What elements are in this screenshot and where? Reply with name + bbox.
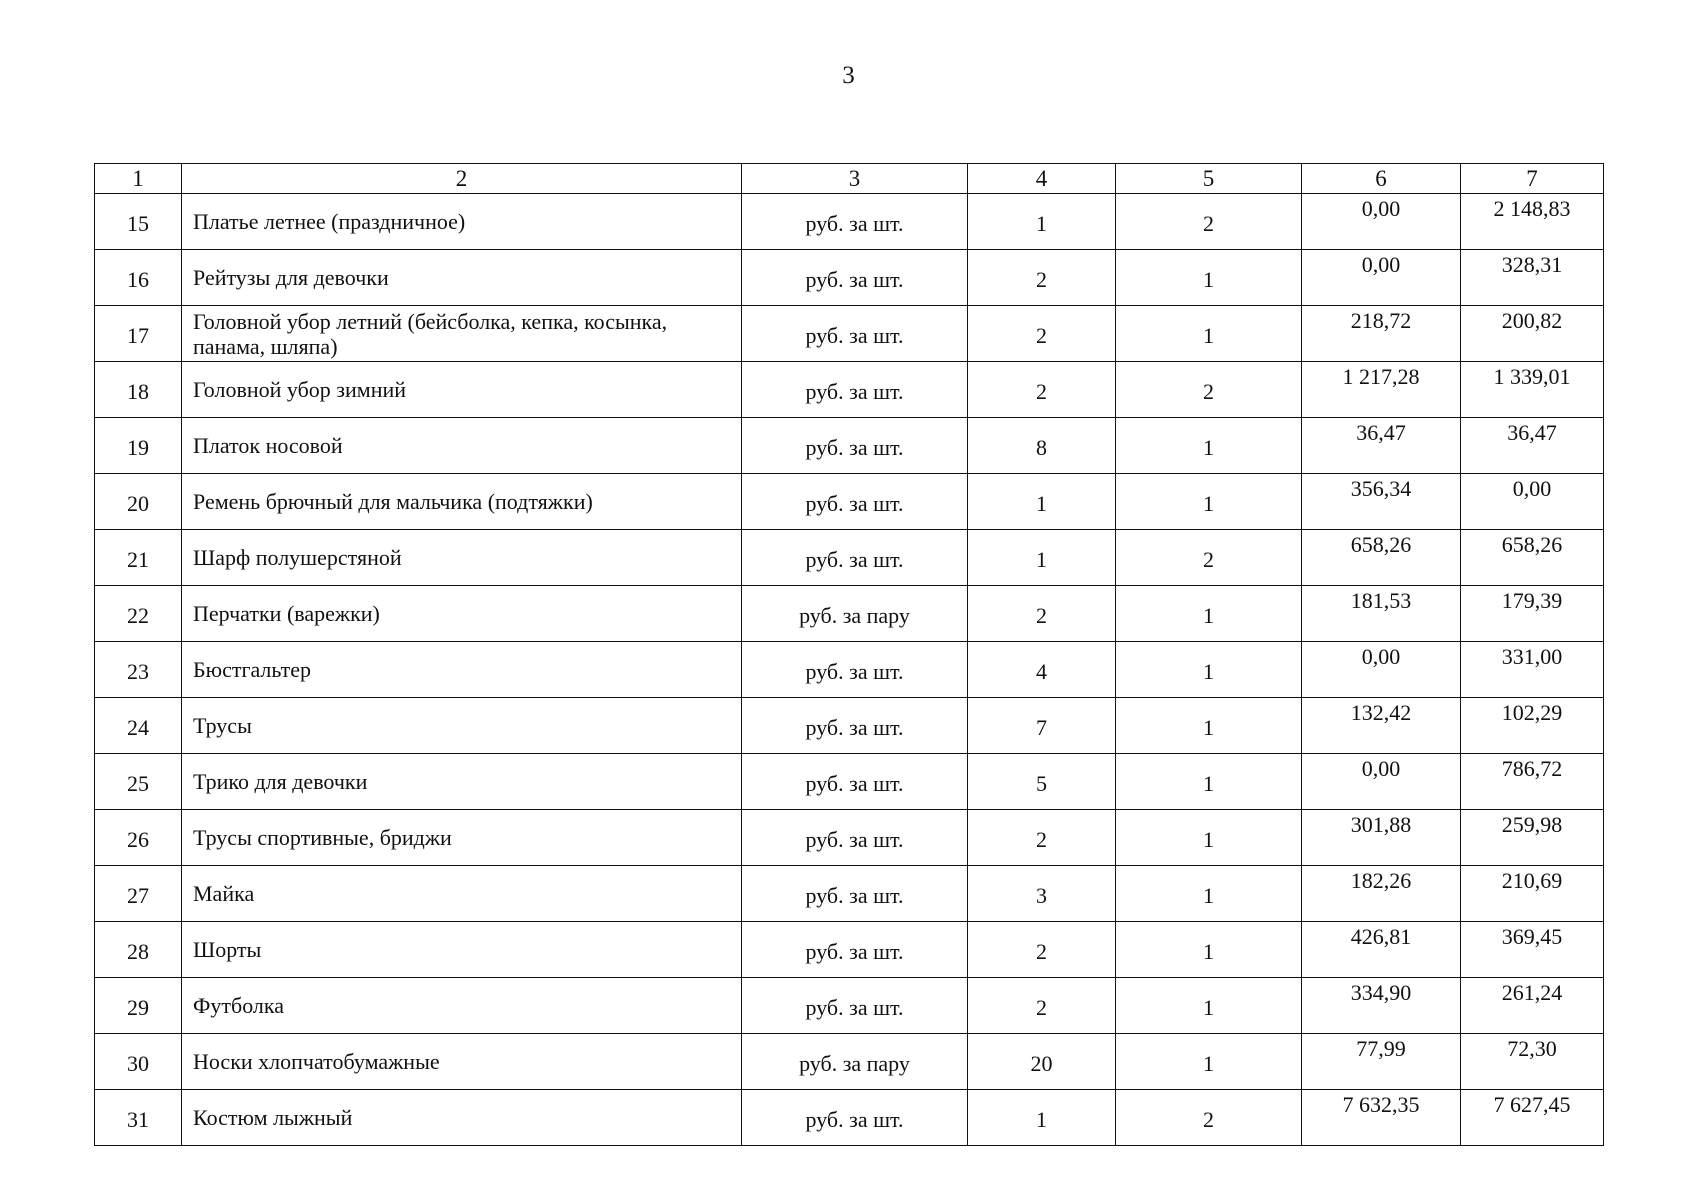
column-4-cell: 2 <box>968 978 1116 1034</box>
table-row <box>95 418 1604 474</box>
column-4-cell: 7 <box>968 698 1116 754</box>
column-7-cell: 658,26 <box>1461 530 1604 586</box>
table-row <box>95 754 1604 810</box>
column-6-cell: 36,47 <box>1302 418 1461 474</box>
unit-cell: руб. за шт. <box>742 362 968 418</box>
column-7-cell: 786,72 <box>1461 754 1604 810</box>
column-5-cell: 1 <box>1116 698 1302 754</box>
column-4-cell: 5 <box>968 754 1116 810</box>
column-4-cell: 2 <box>968 922 1116 978</box>
column-7-cell: 102,29 <box>1461 698 1604 754</box>
row-number-cell: 30 <box>95 1034 182 1090</box>
item-name-cell: Платок носовой <box>182 418 742 474</box>
column-7-cell: 210,69 <box>1461 866 1604 922</box>
item-name-cell: Рейтузы для девочки <box>182 250 742 306</box>
column-5-cell: 1 <box>1116 754 1302 810</box>
column-6-cell: 182,26 <box>1302 866 1461 922</box>
column-6-cell: 0,00 <box>1302 642 1461 698</box>
item-name-cell: Майка <box>182 866 742 922</box>
column-7-cell: 179,39 <box>1461 586 1604 642</box>
item-name-cell: Трико для девочки <box>182 754 742 810</box>
column-5-cell: 2 <box>1116 1090 1302 1146</box>
row-number-cell: 19 <box>95 418 182 474</box>
column-4-cell: 1 <box>968 1090 1116 1146</box>
row-number-cell: 31 <box>95 1090 182 1146</box>
price-table <box>94 163 1604 1146</box>
row-number-cell: 23 <box>95 642 182 698</box>
column-7-cell: 2 148,83 <box>1461 194 1604 250</box>
column-5-cell: 2 <box>1116 194 1302 250</box>
table-row <box>95 306 1604 362</box>
column-header: 3 <box>742 164 968 194</box>
item-name-cell: Головной убор зимний <box>182 362 742 418</box>
column-6-cell: 301,88 <box>1302 810 1461 866</box>
table-row <box>95 810 1604 866</box>
item-name-cell: Трусы <box>182 698 742 754</box>
column-7-cell: 200,82 <box>1461 306 1604 362</box>
column-5-cell: 1 <box>1116 418 1302 474</box>
item-name-cell: Костюм лыжный <box>182 1090 742 1146</box>
item-name-cell: Шорты <box>182 922 742 978</box>
column-5-cell: 1 <box>1116 978 1302 1034</box>
row-number-cell: 28 <box>95 922 182 978</box>
table-row <box>95 250 1604 306</box>
column-6-cell: 218,72 <box>1302 306 1461 362</box>
column-6-cell: 0,00 <box>1302 754 1461 810</box>
table-row <box>95 698 1604 754</box>
column-6-cell: 426,81 <box>1302 922 1461 978</box>
column-6-cell: 7 632,35 <box>1302 1090 1461 1146</box>
column-5-cell: 1 <box>1116 1034 1302 1090</box>
column-6-cell: 0,00 <box>1302 194 1461 250</box>
unit-cell: руб. за шт. <box>742 922 968 978</box>
table-row <box>95 922 1604 978</box>
column-5-cell: 1 <box>1116 810 1302 866</box>
row-number-cell: 21 <box>95 530 182 586</box>
column-6-cell: 1 217,28 <box>1302 362 1461 418</box>
item-name-cell: Головной убор летний (бейсболка, кепка, косынка, панама, шляпа) <box>182 306 742 362</box>
table-row <box>95 866 1604 922</box>
item-name-cell: Перчатки (варежки) <box>182 586 742 642</box>
unit-cell: руб. за шт. <box>742 474 968 530</box>
column-number-row <box>95 164 1604 194</box>
column-7-cell: 369,45 <box>1461 922 1604 978</box>
column-6-cell: 334,90 <box>1302 978 1461 1034</box>
column-7-cell: 7 627,45 <box>1461 1090 1604 1146</box>
column-7-cell: 0,00 <box>1461 474 1604 530</box>
column-7-cell: 1 339,01 <box>1461 362 1604 418</box>
unit-cell: руб. за шт. <box>742 250 968 306</box>
row-number-cell: 25 <box>95 754 182 810</box>
column-6-cell: 0,00 <box>1302 250 1461 306</box>
row-number-cell: 20 <box>95 474 182 530</box>
column-5-cell: 1 <box>1116 306 1302 362</box>
unit-cell: руб. за пару <box>742 586 968 642</box>
column-6-cell: 658,26 <box>1302 530 1461 586</box>
column-4-cell: 8 <box>968 418 1116 474</box>
unit-cell: руб. за шт. <box>742 194 968 250</box>
table-row <box>95 1034 1604 1090</box>
row-number-cell: 29 <box>95 978 182 1034</box>
column-5-cell: 1 <box>1116 250 1302 306</box>
column-header: 4 <box>968 164 1116 194</box>
item-name-cell: Бюстгальтер <box>182 642 742 698</box>
column-header: 5 <box>1116 164 1302 194</box>
row-number-cell: 24 <box>95 698 182 754</box>
column-5-cell: 1 <box>1116 474 1302 530</box>
column-4-cell: 20 <box>968 1034 1116 1090</box>
column-7-cell: 328,31 <box>1461 250 1604 306</box>
item-name-cell: Ремень брючный для мальчика (подтяжки) <box>182 474 742 530</box>
unit-cell: руб. за шт. <box>742 418 968 474</box>
unit-cell: руб. за шт. <box>742 810 968 866</box>
table-row <box>95 978 1604 1034</box>
column-6-cell: 132,42 <box>1302 698 1461 754</box>
column-header: 7 <box>1461 164 1604 194</box>
table-row <box>95 362 1604 418</box>
unit-cell: руб. за шт. <box>742 754 968 810</box>
column-4-cell: 4 <box>968 642 1116 698</box>
column-7-cell: 259,98 <box>1461 810 1604 866</box>
column-4-cell: 2 <box>968 810 1116 866</box>
row-number-cell: 26 <box>95 810 182 866</box>
column-4-cell: 2 <box>968 362 1116 418</box>
column-7-cell: 261,24 <box>1461 978 1604 1034</box>
column-4-cell: 2 <box>968 586 1116 642</box>
unit-cell: руб. за шт. <box>742 1090 968 1146</box>
table-row <box>95 194 1604 250</box>
row-number-cell: 17 <box>95 306 182 362</box>
item-name-cell: Платье летнее (праздничное) <box>182 194 742 250</box>
column-7-cell: 36,47 <box>1461 418 1604 474</box>
column-5-cell: 1 <box>1116 642 1302 698</box>
column-4-cell: 3 <box>968 866 1116 922</box>
column-6-cell: 181,53 <box>1302 586 1461 642</box>
unit-cell: руб. за шт. <box>742 642 968 698</box>
column-4-cell: 1 <box>968 530 1116 586</box>
item-name-cell: Футболка <box>182 978 742 1034</box>
item-name-cell: Шарф полушерстяной <box>182 530 742 586</box>
column-6-cell: 356,34 <box>1302 474 1461 530</box>
table-row <box>95 642 1604 698</box>
column-7-cell: 72,30 <box>1461 1034 1604 1090</box>
unit-cell: руб. за шт. <box>742 978 968 1034</box>
column-5-cell: 2 <box>1116 362 1302 418</box>
column-header: 1 <box>95 164 182 194</box>
column-5-cell: 1 <box>1116 586 1302 642</box>
page-number: 3 <box>842 62 855 89</box>
column-4-cell: 2 <box>968 250 1116 306</box>
unit-cell: руб. за шт. <box>742 530 968 586</box>
unit-cell: руб. за шт. <box>742 698 968 754</box>
table-body <box>95 194 1604 1146</box>
row-number-cell: 16 <box>95 250 182 306</box>
table-row <box>95 1090 1604 1146</box>
column-4-cell: 1 <box>968 194 1116 250</box>
column-5-cell: 2 <box>1116 530 1302 586</box>
row-number-cell: 18 <box>95 362 182 418</box>
column-4-cell: 2 <box>968 306 1116 362</box>
column-header: 2 <box>182 164 742 194</box>
unit-cell: руб. за шт. <box>742 306 968 362</box>
column-4-cell: 1 <box>968 474 1116 530</box>
item-name-cell: Трусы спортивные, бриджи <box>182 810 742 866</box>
row-number-cell: 22 <box>95 586 182 642</box>
column-5-cell: 1 <box>1116 922 1302 978</box>
item-name-cell: Носки хлопчатобумажные <box>182 1034 742 1090</box>
column-header: 6 <box>1302 164 1461 194</box>
unit-cell: руб. за пару <box>742 1034 968 1090</box>
column-5-cell: 1 <box>1116 866 1302 922</box>
table-row <box>95 530 1604 586</box>
row-number-cell: 27 <box>95 866 182 922</box>
unit-cell: руб. за шт. <box>742 866 968 922</box>
column-6-cell: 77,99 <box>1302 1034 1461 1090</box>
row-number-cell: 15 <box>95 194 182 250</box>
column-7-cell: 331,00 <box>1461 642 1604 698</box>
table-row <box>95 474 1604 530</box>
table-row <box>95 586 1604 642</box>
